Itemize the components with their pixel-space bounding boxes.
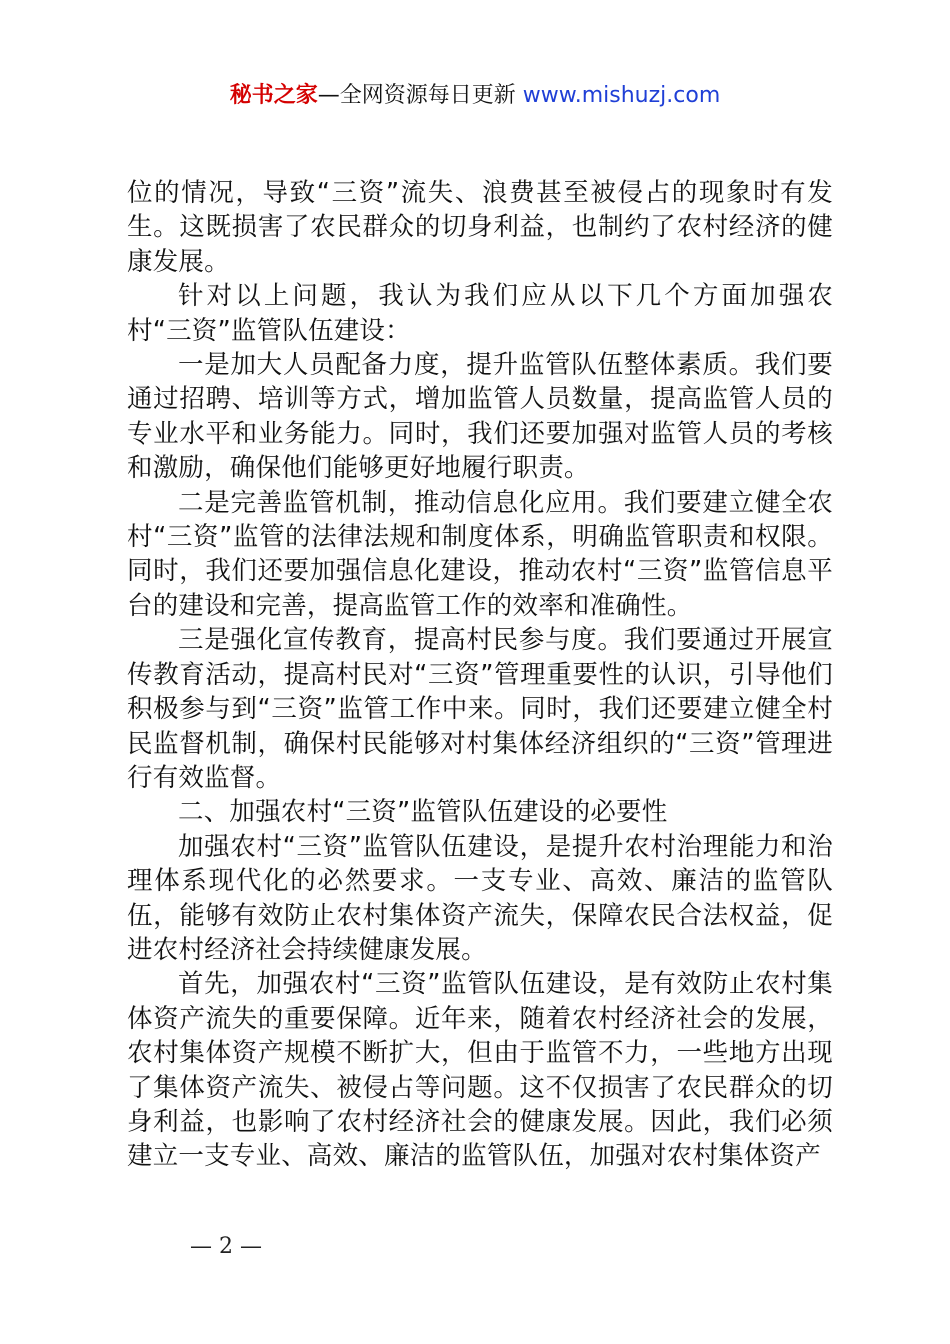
- paragraph-point-three: 三是强化宣传教育，提高村民参与度。我们要通过开展宣传教育活动，提高村民对“三资”管理重要性的认识，引导他们积极参与到“三资”监管工作中来。同时，我们还要建立健全村民监督机制，确保村民能够对村集体经济组织的“三资”管理进行有效监督。: [127, 625, 833, 793]
- section-heading: 二、加强农村“三资”监管队伍建设的必要性: [178, 797, 668, 828]
- page-header: [0, 80, 950, 112]
- paragraph-point-one: 一是加大人员配备力度，提升监管队伍整体素质。我们要通过招聘、培训等方式，增加监管人员数量，提高监管人员的专业水平和业务能力。同时，我们还要加强对监管人员的考核和激励，确保他们能够更好地履行职责。: [127, 350, 833, 484]
- paragraph-necessity: 加强农村“三资”监管队伍建设，是提升农村治理能力和治理体系现代化的必然要求。一支专业、高效、廉洁的监管队伍，能够有效防止农村集体资产流失，保障农民合法权益，促进农村经济社会持续健康发展。: [127, 831, 833, 965]
- paragraph-intro: 针对以上问题，我认为我们应从以下几个方面加强农村“三资”监管队伍建设：: [127, 281, 833, 346]
- header-tagline: —全网资源每日更新: [317, 83, 523, 108]
- site-url-link[interactable]: www.mishuzj.com: [522, 83, 721, 108]
- document-body: [127, 176, 833, 1174]
- page-number: — 2 —: [190, 1234, 262, 1259]
- paragraph-first: 首先，加强农村“三资”监管队伍建设，是有效防止农村集体资产流失的重要保障。近年来，随着农村经济社会的发展，农村集体资产规模不断扩大，但由于监管不力，一些地方出现了集体资产流失、被侵占等问题。这不仅损害了农民群众的切身利益，也影响了农村经济社会的健康发展。因此，我们必须建立一支专业、高效、廉洁的监管队伍，加强对农村集体资产: [127, 969, 833, 1172]
- paragraph-point-two: 二是完善监管机制，推动信息化应用。我们要建立健全农村“三资”监管的法律法规和制度体系，明确监管职责和权限。同时，我们还要加强信息化建设，推动农村“三资”监管信息平台的建设和完善，提高监管工作的效率和准确性。: [127, 487, 833, 621]
- paragraph-continuation: 位的情况，导致“三资”流失、浪费甚至被侵占的现象时有发生。这既损害了农民群众的切身利益，也制约了农村经济的健康发展。: [127, 178, 833, 277]
- site-name: 秘书之家: [229, 83, 318, 108]
